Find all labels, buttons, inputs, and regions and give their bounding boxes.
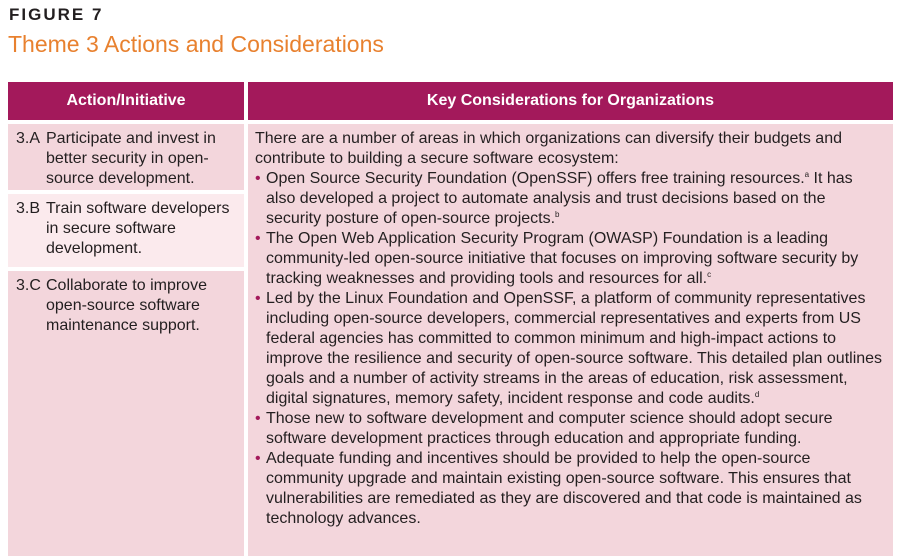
action-number: 3.C <box>16 277 41 294</box>
bullet-dot-icon: • <box>255 290 261 307</box>
action-number: 3.B <box>16 200 41 217</box>
header-considerations: Key Considerations for Organizations <box>248 82 893 120</box>
figure-label: FIGURE 7 <box>9 5 104 24</box>
bullet-text: It has also developed a project to automate analysis and trust decisions based on the security posture of open-source projects. <box>266 170 853 227</box>
action-row <box>8 271 244 556</box>
footnote-marker: d <box>754 390 760 399</box>
bullet-text: Those new to software development and computer science should adopt secure software development practices through education and appropriate funding. <box>266 410 833 447</box>
consideration-bullet <box>255 289 885 409</box>
action-row <box>8 194 244 267</box>
bullet-text: Adequate funding and incentives should be provided to help the open-source community upgrade and maintain existing open-source software. This ensures that vulnerabilities are remediated as they are discovered and that code is maintained as technology advances. <box>266 450 862 527</box>
action-row <box>8 124 244 190</box>
action-text: Participate and invest in better security in open-source development. <box>46 130 216 187</box>
consideration-bullet <box>255 169 885 229</box>
actions-table <box>8 82 893 556</box>
bullet-dot-icon: • <box>255 230 261 247</box>
action-number: 3.A <box>16 130 41 147</box>
action-text: Collaborate to improve open-source software maintenance support. <box>46 277 207 334</box>
actions-column <box>8 124 244 556</box>
consideration-bullet <box>255 449 885 529</box>
bullet-text: The Open Web Application Security Program (OWASP) Foundation is a leading community-led open-source initiative that focuses on improving software security by tracking weaknesses and providing tools and resources for all. <box>266 230 859 287</box>
bullet-text: Led by the Linux Foundation and OpenSSF, a platform of community representatives including open-source developers, commercial representatives and experts from US federal agencies has committed to common minimum and high-impact actions to improve the resilience and security of open-source software. This detailed plan outlines goals and a number of activity streams in the areas of education, risk assessment, digital signatures, memory safety, incident response and code audits. <box>266 290 883 407</box>
considerations-list <box>255 169 885 529</box>
action-text: Train software developers in secure software development. <box>46 200 230 257</box>
header-action: Action/Initiative <box>8 82 244 120</box>
bullet-dot-icon: • <box>255 450 261 467</box>
footnote-marker: b <box>555 210 560 219</box>
consideration-bullet <box>255 409 885 449</box>
considerations-cell <box>248 124 893 556</box>
considerations-intro: There are a number of areas in which organizations can diversify their budgets and contribute to building a secure software ecosystem: <box>255 130 842 167</box>
bullet-dot-icon: • <box>255 410 261 427</box>
bullet-text: Open Source Security Foundation (OpenSSF) offers free training resources. <box>266 170 805 187</box>
figure-title: Theme 3 Actions and Considerations <box>8 31 384 57</box>
bullet-dot-icon: • <box>255 170 261 187</box>
footnote-marker: c <box>707 270 712 279</box>
footnote-marker: a <box>804 170 810 179</box>
consideration-bullet <box>255 229 885 289</box>
